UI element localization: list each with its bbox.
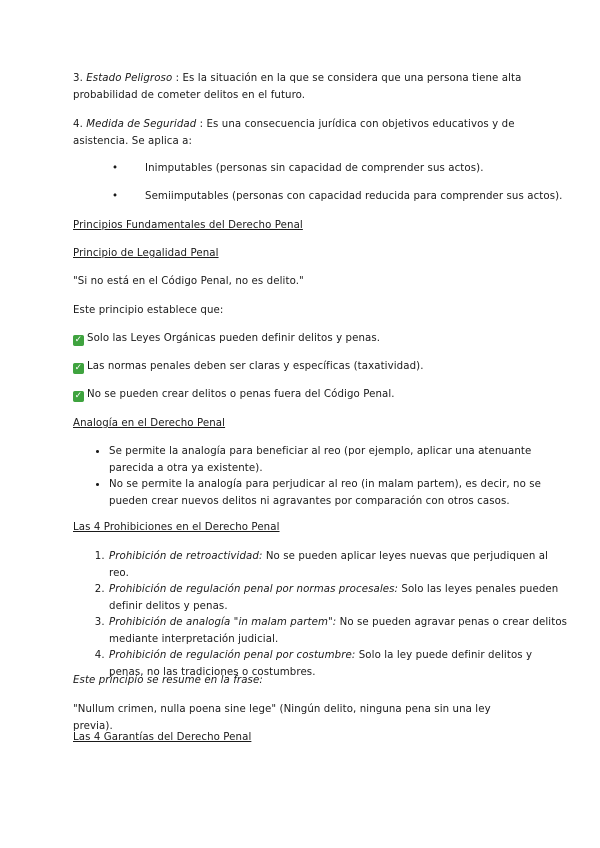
- heading-prohibiciones: Las 4 Prohibiciones en el Derecho Penal: [73, 522, 280, 533]
- prohibicion-term: Prohibición de retroactividad:: [109, 551, 263, 562]
- bullet-icon: •: [112, 163, 119, 174]
- prohibicion-text: Solo las leyes penales pueden definir delitos y penas.: [109, 584, 559, 612]
- check-text: Solo las Leyes Orgánicas pueden definir delitos y penas.: [87, 333, 381, 344]
- check-item-2: [73, 359, 533, 376]
- prohibiciones-list: [73, 549, 568, 681]
- prohibicion-text: No se pueden agravar penas o crear delitos mediante interpretación judicial.: [109, 617, 568, 645]
- heading-garantias: Las 4 Garantías del Derecho Penal: [73, 732, 252, 743]
- prohibicion-term: Prohibición de regulación penal por costumbre:: [109, 650, 356, 661]
- section-3-estado-peligroso: [73, 71, 533, 104]
- list-item: • Se permite la analogía para beneficiar al reo (por ejemplo, aplicar una atenuante parecida a otra ya existente).: [108, 444, 568, 477]
- definition-text: : Es la situación en la que se considera que una persona tiene alta probabilidad de cometer delitos en el futuro.: [73, 73, 522, 101]
- heading-analogia: Analogía en el Derecho Penal: [73, 418, 226, 429]
- check-item-1: [73, 331, 533, 348]
- bullet-icon: •: [112, 191, 119, 202]
- resumen-intro-text: Este principio se resume en la frase:: [73, 675, 263, 686]
- check-text: No se pueden crear delitos o penas fuera del Código Penal.: [87, 389, 395, 400]
- heading-principios-fundamentales: Principios Fundamentales del Derecho Penal: [73, 220, 303, 231]
- check-item-3: [73, 387, 533, 404]
- bullet-text: Inimputables (personas sin capacidad de comprender sus actos).: [145, 163, 484, 174]
- legalidad-intro: Este principio establece que:: [73, 305, 224, 316]
- check-icon: ✓: [74, 391, 83, 401]
- list-item: [108, 582, 568, 615]
- bullet-text: Semiimputables (personas con capacidad reducida para comprender sus actos).: [145, 191, 563, 202]
- prohibicion-term: Prohibición de analogía "in malam partem":: [109, 617, 337, 628]
- resumen-phrase: "Nullum crimen, nulla poena sine lege" (Ningún delito, ninguna pena sin una ley previa).: [73, 704, 491, 732]
- resumen-intro: [73, 673, 533, 690]
- definition-text: : Es una consecuencia jurídica con objetivos educativos y de asistencia. Se aplica a:: [73, 119, 515, 147]
- section-4-medida-seguridad: [73, 117, 533, 150]
- list-item: • No se permite la analogía para perjudicar al reo (in malam partem), es decir, no se pueden crear nuevos delitos ni agravantes por comparación con otros casos.: [108, 477, 568, 510]
- list-item: [108, 549, 568, 582]
- analogia-list: [73, 444, 568, 510]
- legalidad-quote: "Si no está en el Código Penal, no es delito.": [73, 276, 304, 287]
- term-estado-peligroso: Estado Peligroso: [86, 73, 173, 84]
- prohibicion-text: Solo la ley puede definir delitos y penas, no las tradiciones o costumbres.: [109, 650, 533, 678]
- prohibicion-term: Prohibición de regulación penal por normas procesales:: [109, 584, 399, 595]
- check-icon: ✓: [74, 335, 83, 345]
- heading-principio-legalidad: Principio de Legalidad Penal: [73, 248, 219, 259]
- section-number: 3.: [73, 73, 83, 84]
- term-medida-seguridad: Medida de Seguridad: [86, 119, 197, 130]
- check-text: Las normas penales deben ser claras y específicas (taxatividad).: [87, 361, 424, 372]
- section-number: 4.: [73, 119, 83, 130]
- list-item: [108, 615, 568, 648]
- prohibicion-text: No se pueden aplicar leyes nuevas que perjudiquen al reo.: [109, 551, 549, 579]
- check-icon: ✓: [74, 363, 83, 373]
